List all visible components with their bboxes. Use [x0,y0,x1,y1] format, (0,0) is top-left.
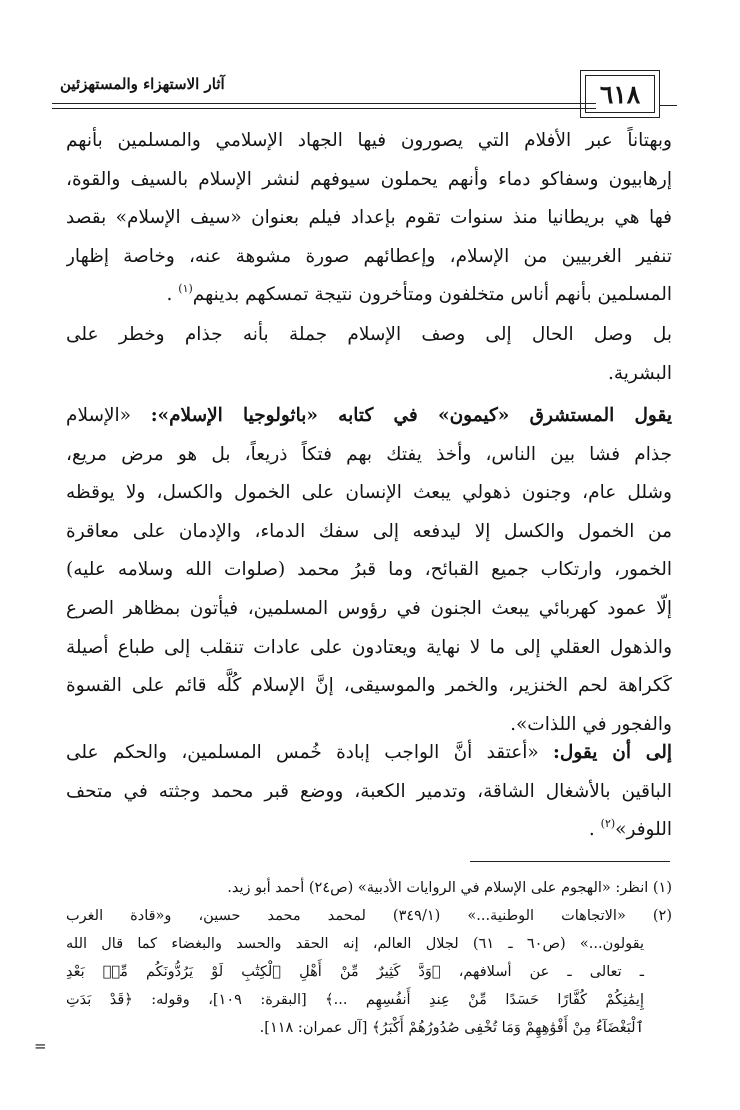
text-fragment: «أعتقد أنَّ الواجب إبادة خُمس المسلمين، والحكم على [66,742,539,763]
footnote-2-line: إِيمَٰنِكُمْ كُفَّارًا حَسَدًا مِّنْ عِندِ أَنفُسِهِم ...﴾ [البقرة: ١٠٩]، وقوله: ﴿قَدْ بَدَتِ [66,992,644,1008]
text-line: إرهابيون وسفاكو دماء وأنهم يحملون سيوفهم لنشر الإسلام بالسيف والقوة، [66,168,672,190]
text-line: وشلل عام، وجنون ذهولي يبعث الإنسان على الخمول والكسل، ولا يوقظه [66,482,672,504]
text-line [66,811,672,850]
footnote-1: (١) انظر: «الهجوم على الإسلام في الروايات الأدبية» (ص٢٤) أحمد أبو زيد. [227,880,672,896]
text-line: وبهتاناً عبر الأفلام التي يصورون فيها الجهاد الإسلامي والمسلمين بأنهم [66,130,672,151]
header-rule-top [52,103,596,104]
text-line: البشرية. [607,362,672,384]
footnote-2-line: ـ تعالى ـ عن أسلافهم، ﴿وَدَّ كَثِيرٌ مِّنْ أَهْلِ ٱلْكِتَٰبِ لَوْ يَرُدُّونَكُم مِّنۢ بَعْدِ [66,964,644,980]
text-line: الباقين بالأشغال الشاقة، وتدمير الكعبة، ووضع قبر محمد وجثته في متحف [66,780,672,802]
margin-mark: = [34,1037,47,1055]
running-title: آثار الاستهزاء والمستهزئين [60,75,225,93]
header-rule-tick [660,105,677,106]
bold-lead: إلى أن يقول: [553,742,672,763]
text-fragment: «الإسلام [66,405,132,426]
text-line: تنفير الغربيين من الإسلام، وإعطائهم صورة مشوهة عنه، وخاصة إظهار [66,245,672,267]
text-line [66,397,672,436]
text-line: الخمور، وارتكاب جميع القبائح، وما قبرُ محمد (صلوات الله وسلامه عليه) [66,559,672,581]
footnotes [66,874,672,1042]
footnote-ref-1: (١) [178,282,193,296]
page-number: ٦١٨ [585,75,655,113]
header-rule-bottom [52,108,596,109]
bold-lead: يقول المستشرق «كيمون» في كتابه «باثولوجيا الإسلام»: [150,405,672,426]
text-line: من الخمول والكسل إلا ليدفعه إلى سفك الدماء، والإدمان على معاقرة [66,520,672,542]
text-line: بل وصل الحال إلى وصف الإسلام جملة بأنه جذام وخطر على [66,324,672,345]
sentence-end: . [166,284,173,306]
footnote-2-line: يقولون...» (ص٦٠ ـ ٦١) لجلال العالم، إنه الحقد والحسد والبغضاء كما قال الله [66,936,644,952]
text-line [66,276,672,315]
text-line: جذام فشا بين الناس، وأخذ يفتك بهم فتكاً ذريعاً، بل هو مرض مريع، [66,443,672,465]
text-line: فها هي بريطانيا منذ سنوات تقوم بإعداد فيلم بعنوان «سيف الإسلام» بقصد [66,207,672,229]
footnote-2-line: (٢) «الاتجاهات الوطنية...» (٣٤٩/١) لمحمد محمد حسين، و«قادة الغرب [66,908,672,924]
footnote-separator [470,861,670,862]
text-line: والفجور في اللذات». [510,713,672,735]
paragraph-3 [66,397,672,744]
text-fragment: اللوفر» [615,819,672,841]
footnote-ref-2: (٢) [600,817,616,831]
text-line: كَكراهة لحم الخنزير، والخمر والموسيقى، إنَّ الإسلام كُلَّه قائم على القسوة [66,675,672,697]
paragraph-1 [66,122,672,315]
paragraph-2 [66,316,672,393]
text-line: والذهول العقلي إلى ما لا نهاية ويعتادون على عادات تنقلب إلى طباع أصيلة [66,636,672,658]
footnote-2-line: ٱلْبَغْضَآءُ مِنْ أَفْوَٰهِهِمْ وَمَا تُخْفِى صُدُورُهُمْ أَكْبَرُ﴾ [آل عمران: ١١٨]. [259,1020,644,1036]
text-line [66,734,672,773]
text-fragment: المسلمين بأنهم أناس متخلفون ومتأخرون نتيجة تمسكهم بدينهم [192,284,672,306]
page-number-frame [580,70,660,118]
text-line: إلّا عمود كهربائي يبعث الجنون في رؤوس المسلمين، فيأتون بمظاهر الصرع [66,597,672,619]
sentence-end: . [588,819,595,841]
paragraph-4 [66,734,672,850]
